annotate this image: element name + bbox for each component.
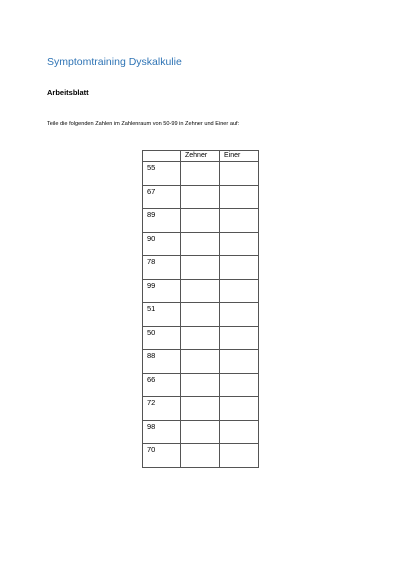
zehner-answer-cell[interactable] — [181, 420, 220, 444]
zehner-answer-cell[interactable] — [181, 256, 220, 280]
table-row — [143, 397, 259, 421]
zehner-answer-cell[interactable] — [181, 326, 220, 350]
instruction-text: Teile die folgenden Zahlen im Zahlenraum von 50-99 in Zehner und Einer auf: — [47, 121, 240, 127]
einer-answer-cell[interactable] — [220, 397, 259, 421]
einer-answer-cell[interactable] — [220, 420, 259, 444]
table-row — [143, 326, 259, 350]
zehner-answer-cell[interactable] — [181, 350, 220, 374]
zehner-answer-cell[interactable] — [181, 303, 220, 327]
einer-answer-cell[interactable] — [220, 162, 259, 186]
number-cell: 50 — [143, 326, 181, 350]
number-cell: 99 — [143, 279, 181, 303]
zehner-answer-cell[interactable] — [181, 397, 220, 421]
number-cell: 98 — [143, 420, 181, 444]
zehner-answer-cell[interactable] — [181, 373, 220, 397]
number-cell: 55 — [143, 162, 181, 186]
table-row — [143, 209, 259, 233]
number-cell: 70 — [143, 444, 181, 468]
number-cell: 66 — [143, 373, 181, 397]
table-row — [143, 373, 259, 397]
einer-answer-cell[interactable] — [220, 350, 259, 374]
header-einer: Einer — [220, 151, 259, 162]
table-row — [143, 444, 259, 468]
document-title: Symptomtraining Dyskalkulie — [47, 56, 182, 68]
header-number — [143, 151, 181, 162]
table-row — [143, 279, 259, 303]
table-row — [143, 350, 259, 374]
number-cell: 89 — [143, 209, 181, 233]
zehner-answer-cell[interactable] — [181, 162, 220, 186]
table-row — [143, 256, 259, 280]
einer-answer-cell[interactable] — [220, 185, 259, 209]
einer-answer-cell[interactable] — [220, 232, 259, 256]
einer-answer-cell[interactable] — [220, 279, 259, 303]
number-cell: 90 — [143, 232, 181, 256]
zehner-answer-cell[interactable] — [181, 232, 220, 256]
table-header-row — [143, 151, 259, 162]
einer-answer-cell[interactable] — [220, 256, 259, 280]
einer-answer-cell[interactable] — [220, 444, 259, 468]
number-cell: 72 — [143, 397, 181, 421]
table-row — [143, 303, 259, 327]
number-cell: 78 — [143, 256, 181, 280]
zehner-answer-cell[interactable] — [181, 209, 220, 233]
einer-answer-cell[interactable] — [220, 303, 259, 327]
header-zehner: Zehner — [181, 151, 220, 162]
table-row — [143, 185, 259, 209]
number-cell: 67 — [143, 185, 181, 209]
table-row — [143, 162, 259, 186]
worksheet-heading: Arbeitsblatt — [47, 88, 89, 97]
tens-units-table — [142, 150, 259, 468]
einer-answer-cell[interactable] — [220, 326, 259, 350]
number-cell: 51 — [143, 303, 181, 327]
zehner-answer-cell[interactable] — [181, 279, 220, 303]
table-row — [143, 232, 259, 256]
zehner-answer-cell[interactable] — [181, 185, 220, 209]
zehner-answer-cell[interactable] — [181, 444, 220, 468]
table-row — [143, 420, 259, 444]
number-cell: 88 — [143, 350, 181, 374]
einer-answer-cell[interactable] — [220, 373, 259, 397]
einer-answer-cell[interactable] — [220, 209, 259, 233]
